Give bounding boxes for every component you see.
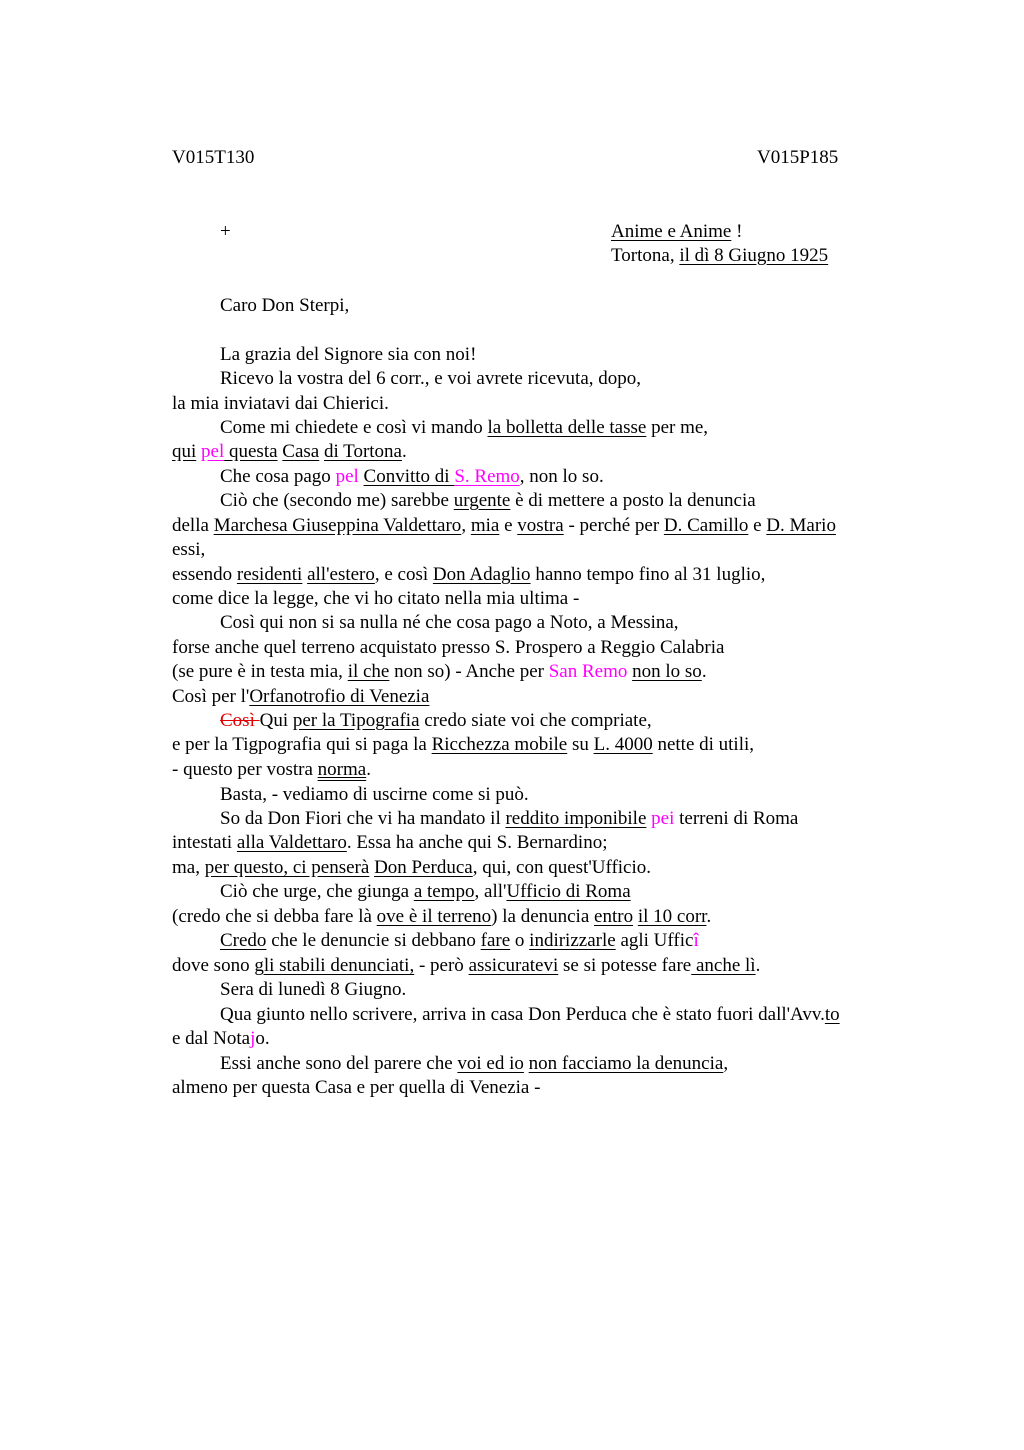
text-line: (credo che si debba fare là ove è il terreno) la denuncia entro il 10 corr. <box>172 906 712 927</box>
cross-mark: + <box>220 221 231 242</box>
text-line: dove sono gli stabili denunciati, - però assicuratevi se si potesse fare anche lì. <box>172 955 761 976</box>
text-line: Così Qui per la Tipografia credo siate voi che compriate, <box>220 710 652 731</box>
place-date: Tortona, il dì 8 Giugno 1925 <box>611 245 829 266</box>
text-line: essendo residenti all'estero, e così Don Adaglio hanno tempo fino al 31 luglio, <box>172 564 766 585</box>
text-line: Ciò che (secondo me) sarebbe urgente è di mettere a posto la denuncia <box>220 490 756 511</box>
text-line: come dice la legge, che vi ho citato nella mia ultima - <box>172 588 580 609</box>
text-line: e dal Notajo. <box>172 1028 270 1049</box>
text-line: ma, per questo, ci penserà Don Perduca, qui, con quest'Ufficio. <box>172 857 652 878</box>
text-line: Così qui non si sa nulla né che cosa pago a Noto, a Messina, <box>220 612 679 633</box>
text-line: della Marchesa Giuseppina Valdettaro, mia e vostra - perché per D. Camillo e D. Mario <box>172 515 836 536</box>
text-line: almeno per questa Casa e per quella di Venezia - <box>172 1077 541 1098</box>
text-line: la mia inviatavi dai Chierici. <box>172 393 389 414</box>
text-line: (se pure è in testa mia, il che non so) - Anche per San Remo non lo so. <box>172 661 707 682</box>
document-code-left: V015T130 <box>172 147 255 168</box>
text-line: Qua giunto nello scrivere, arriva in casa Don Perduca che è stato fuori dall'Avv.to <box>220 1004 840 1025</box>
deleted-text: Così <box>220 710 260 731</box>
text-line: - questo per vostra norma. <box>172 759 371 780</box>
salutation: Caro Don Sterpi, <box>220 295 350 316</box>
text-line: e per la Tigpografia qui si paga la Ricchezza mobile su L. 4000 nette di utili, <box>172 734 755 755</box>
motto: Anime e Anime ! <box>611 221 743 242</box>
text-line: Essi anche sono del parere che voi ed io non facciamo la denuncia, <box>220 1053 729 1074</box>
text-line: Credo che le denuncie si debbano fare o indirizzarle agli Ufficî <box>220 930 699 951</box>
text-line: La grazia del Signore sia con noi! <box>220 344 477 365</box>
text-line: Ricevo la vostra del 6 corr., e voi avrete ricevuta, dopo, <box>220 368 642 389</box>
text-line: intestati alla Valdettaro. Essa ha anche qui S. Bernardino; <box>172 832 608 853</box>
text-line: Basta, - vediamo di uscirne come si può. <box>220 784 529 805</box>
text-line: Che cosa pago pel Convitto di S. Remo, non lo so. <box>220 466 604 487</box>
document-code-right: V015P185 <box>757 147 839 168</box>
text-line: Sera di lunedì 8 Giugno. <box>220 979 407 1000</box>
text-line: Ciò che urge, che giunga a tempo, all'Ufficio di Roma <box>220 881 631 902</box>
text-line: forse anche quel terreno acquistato presso S. Prospero a Reggio Calabria <box>172 637 725 658</box>
text-line: qui pel questa Casa di Tortona. <box>172 441 407 462</box>
text-line: Come mi chiedete e così vi mando la bolletta delle tasse per me, <box>220 417 709 438</box>
text-line: Così per l'Orfanotrofio di Venezia <box>172 686 430 707</box>
text-line: essi, <box>172 539 206 560</box>
text-line: So da Don Fiori che vi ha mandato il reddito imponibile pei terreni di Roma <box>220 808 799 829</box>
